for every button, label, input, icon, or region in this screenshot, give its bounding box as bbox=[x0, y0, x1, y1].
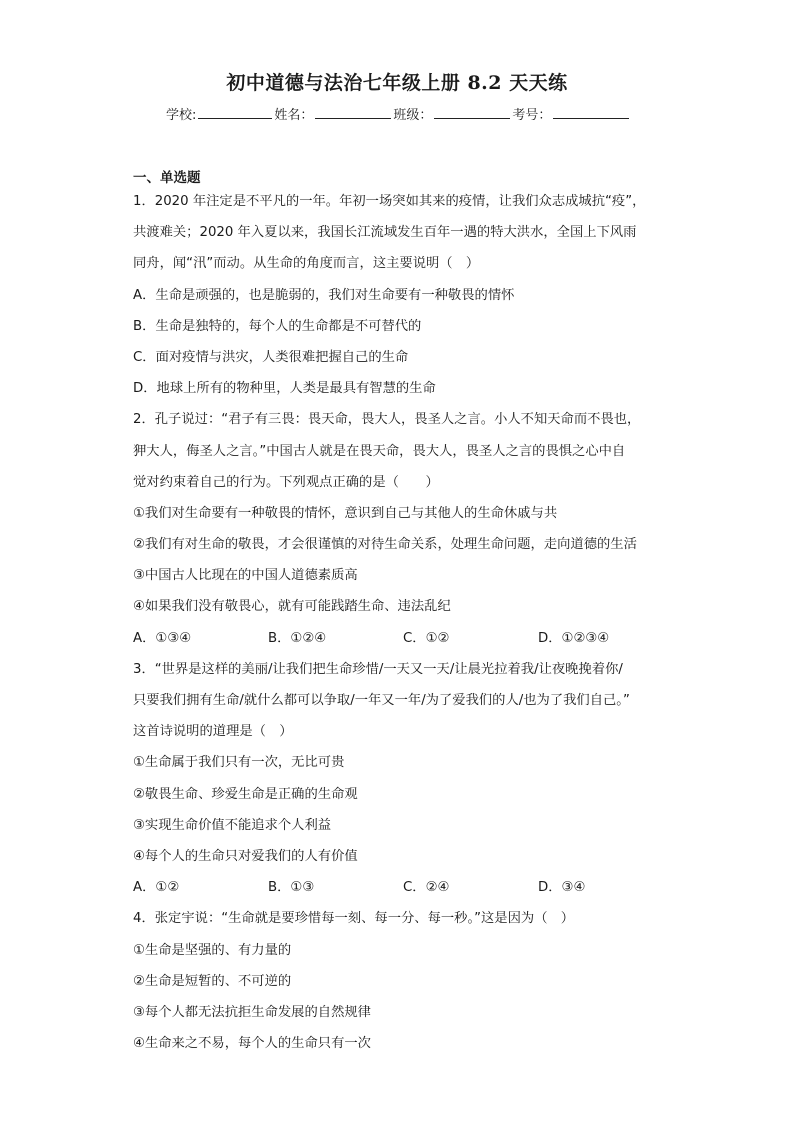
class-label: 班级： bbox=[393, 108, 433, 123]
statement-item: ④每个人的生命只对爱我们的人有价值 bbox=[133, 848, 358, 864]
statement-item: ②我们有对生命的敬畏，才会很谨慎的对待生命关系，处理生命问题，走向道德的生活 bbox=[133, 537, 637, 553]
choice-a: A．①② bbox=[133, 880, 180, 896]
statement-item: ③实现生命价值不能追求个人利益 bbox=[133, 817, 332, 833]
statement-item: ③每个人都无法抗拒生命发展的自然规律 bbox=[133, 1004, 371, 1020]
question-4 bbox=[133, 903, 673, 1059]
page-title: 初中道德与法治七年级上册 8.2 天天练 bbox=[226, 72, 568, 94]
exam-no-label: 考号： bbox=[512, 108, 552, 123]
question-line: 这首诗说明的道理是（ ） bbox=[133, 724, 293, 740]
statement-item: ②敬畏生命、珍爱生命是正确的生命观 bbox=[133, 786, 358, 802]
question-line: 4．张定宇说：“生命就是要珍惜每一刻、每一分、每一秒。”这是因为（ ） bbox=[133, 911, 575, 927]
name-blank bbox=[315, 104, 391, 119]
question-line: 觉对约束着自己的行为。下列观点正确的是（ ） bbox=[133, 474, 439, 490]
school-label: 学校: bbox=[166, 108, 197, 123]
question-line: 狎大人，侮圣人之言。”中国古人就是在畏天命，畏大人，畏圣人之言的畏惧之心中自 bbox=[133, 443, 626, 459]
choices-row bbox=[133, 872, 673, 903]
option-a: A．生命是顽强的，也是脆弱的，我们对生命要有一种敬畏的情怀 bbox=[133, 287, 515, 303]
question-1 bbox=[133, 186, 673, 404]
option-b: B．生命是独特的，每个人的生命都是不可替代的 bbox=[133, 318, 422, 334]
choices-row bbox=[133, 623, 673, 654]
exam-no-blank bbox=[553, 104, 629, 119]
school-blank bbox=[198, 104, 272, 119]
choice-b: B．①③ bbox=[268, 880, 315, 896]
questions-list bbox=[133, 186, 673, 1059]
choice-a: A．①③④ bbox=[133, 630, 192, 646]
statement-item: ④如果我们没有敬畏心，就有可能践踏生命、违法乱纪 bbox=[133, 599, 451, 615]
student-info-row bbox=[166, 104, 631, 123]
question-line: 1．2020 年注定是不平凡的一年。年初一场突如其来的疫情，让我们众志成城抗“疫”， bbox=[133, 194, 646, 209]
option-c: C．面对疫情与洪灾，人类很难把握自己的生命 bbox=[133, 349, 409, 365]
choice-b: B．①②④ bbox=[268, 630, 327, 646]
choice-c: C．①② bbox=[403, 630, 450, 646]
statement-item: ④生命来之不易，每个人的生命只有一次 bbox=[133, 1036, 371, 1052]
question-3 bbox=[133, 654, 673, 904]
option-d: D．地球上所有的物种里，人类是最具有智慧的生命 bbox=[133, 381, 436, 397]
choice-d: D．③④ bbox=[538, 880, 586, 896]
choice-d: D．①②③④ bbox=[538, 630, 610, 646]
question-line: 同舟，闻“汛”而动。从生命的角度而言，这主要说明（ ） bbox=[133, 256, 480, 272]
statement-item: ③中国古人比现在的中国人道德素质高 bbox=[133, 568, 358, 584]
question-line: 共渡难关；2020 年入夏以来，我国长江流域发生百年一遇的特大洪水，全国上下风雨 bbox=[133, 225, 637, 241]
section-title: 一、单选题 bbox=[133, 170, 201, 186]
class-blank bbox=[434, 104, 510, 119]
statement-item: ①我们对生命要有一种敬畏的情怀，意识到自己与其他人的生命休戚与共 bbox=[133, 505, 558, 521]
question-line: 只要我们拥有生命/就什么都可以争取/一年又一年/为了爱我们的人/也为了我们自己。” bbox=[133, 693, 630, 708]
statement-item: ②生命是短暂的、不可逆的 bbox=[133, 973, 292, 989]
choice-c: C．②④ bbox=[403, 880, 450, 896]
statement-item: ①生命属于我们只有一次，无比可贵 bbox=[133, 755, 345, 771]
question-line: 2．孔子说过：“君子有三畏：畏天命，畏大人，畏圣人之言。小人不知天命而不畏也， bbox=[133, 412, 641, 428]
name-label: 姓名： bbox=[274, 108, 314, 123]
statement-item: ①生命是坚强的、有力量的 bbox=[133, 942, 292, 958]
question-line: 3．“世界是这样的美丽/让我们把生命珍惜/一天又一天/让晨光拉着我/让夜晚挽着你/ bbox=[133, 661, 623, 677]
question-2 bbox=[133, 404, 673, 654]
